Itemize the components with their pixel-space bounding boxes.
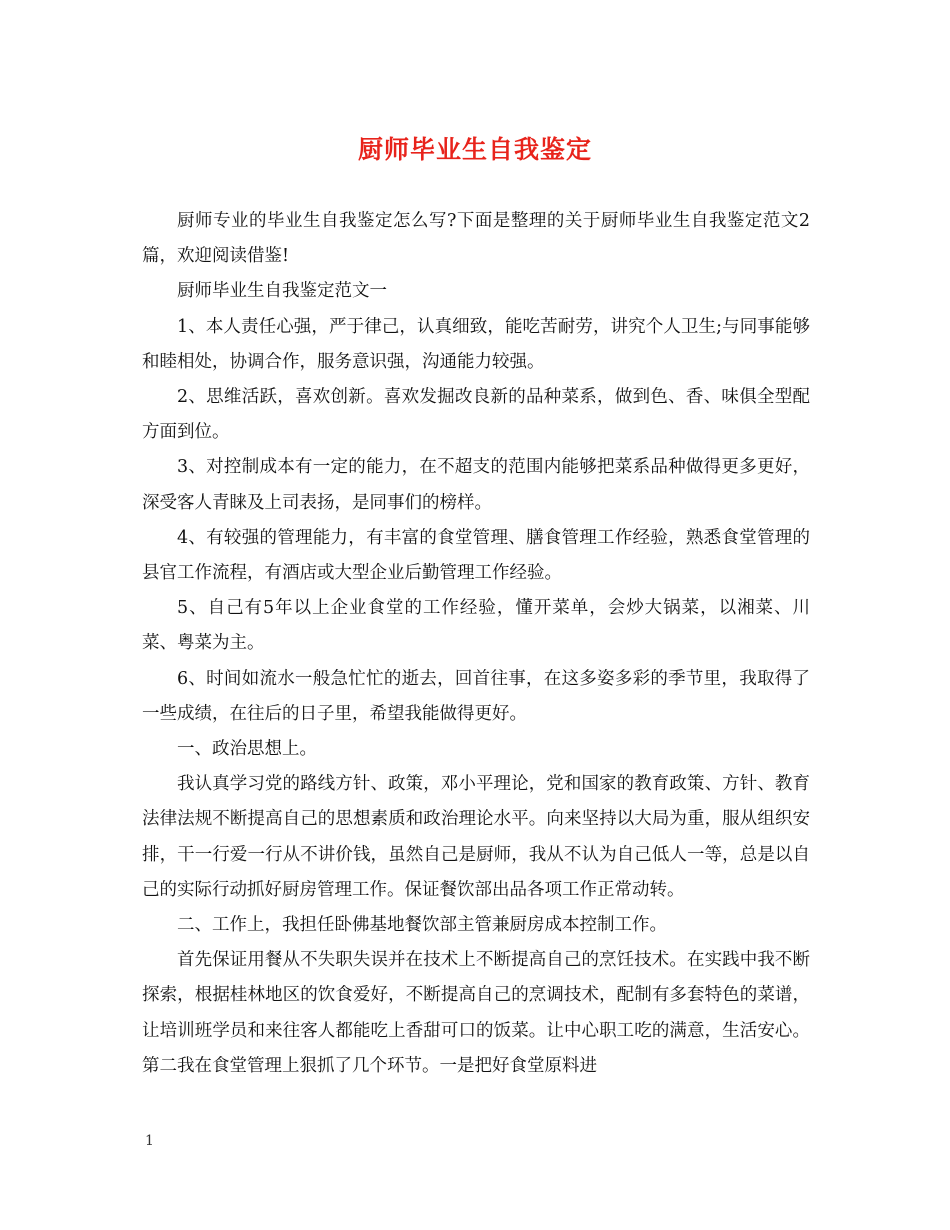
document-title: 厨师毕业生自我鉴定 xyxy=(357,135,592,164)
paragraph-item-4: 4、有较强的管理能力，有丰富的食堂管理、膳食管理工作经验，熟悉食堂管理的县官工作流程，有酒店或大型企业后勤管理工作经验。 xyxy=(142,527,810,584)
paragraph-work-heading: 二、工作上，我担任卧佛基地餐饮部主管兼厨房成本控制工作。 xyxy=(177,915,667,936)
paragraph-item-2: 2、思维活跃，喜欢创新。喜欢发掘改良新的品种菜系，做到色、香、味俱全型配方面到位。 xyxy=(142,387,810,443)
document-body xyxy=(142,204,810,1084)
paragraph-item-6: 6、时间如流水一般急忙忙的逝去，回首往事，在这多姿多彩的季节里，我取得了一些成绩，在往后的日子里，希望我能做得更好。 xyxy=(142,668,810,724)
paragraph-politics-body: 我认真学习党的路线方针、政策，邓小平理论，党和国家的教育政策、方针、教育法律法规不断提高自己的思想素质和政治理论水平。向来坚持以大局为重，服从组织安排，干一行爱一行从不讲价钱，虽然自己是厨师，我从不认为自己低人一等，总是以自己的实际行动抓好厨房管理工作。保证餐饮部出品各项工作正常动转。 xyxy=(142,774,810,900)
paragraph-work-body: 首先保证用餐从不失职失误并在技术上不断提高自己的烹饪技术。在实践中我不断探索，根据桂林地区的饮食爱好，不断提高自己的烹调技术，配制有多套特色的菜谱，让培训班学员和来往客人都能吃上香甜可口的饭菜。让中心职工吃的满意，生活安心。第二我在食堂管理上狠抓了几个环节。一是把好食堂原料进 xyxy=(142,950,810,1076)
paragraph-item-5: 5、自己有5年以上企业食堂的工作经验，懂开菜单，会炒大锅菜，以湘菜、川菜、粤菜为主。 xyxy=(142,598,810,654)
paragraph-politics-heading: 一、政治思想上。 xyxy=(177,739,317,760)
paragraph-item-3: 3、对控制成本有一定的能力，在不超支的范围内能够把菜系品种做得更多更好，深受客人青睐及上司表扬，是同事们的榜样。 xyxy=(142,457,810,513)
paragraph-intro: 厨师专业的毕业生自我鉴定怎么写?下面是整理的关于厨师毕业生自我鉴定范文2篇，欢迎阅读借鉴! xyxy=(142,211,810,267)
page-number: 1 xyxy=(145,1133,154,1149)
paragraph-section-heading: 厨师毕业生自我鉴定范文一 xyxy=(177,281,387,302)
paragraph-item-1: 1、本人责任心强，严于律己，认真细致，能吃苦耐劳，讲究个人卫生;与同事能够和睦相处，协调合作，服务意识强，沟通能力较强。 xyxy=(142,316,810,372)
